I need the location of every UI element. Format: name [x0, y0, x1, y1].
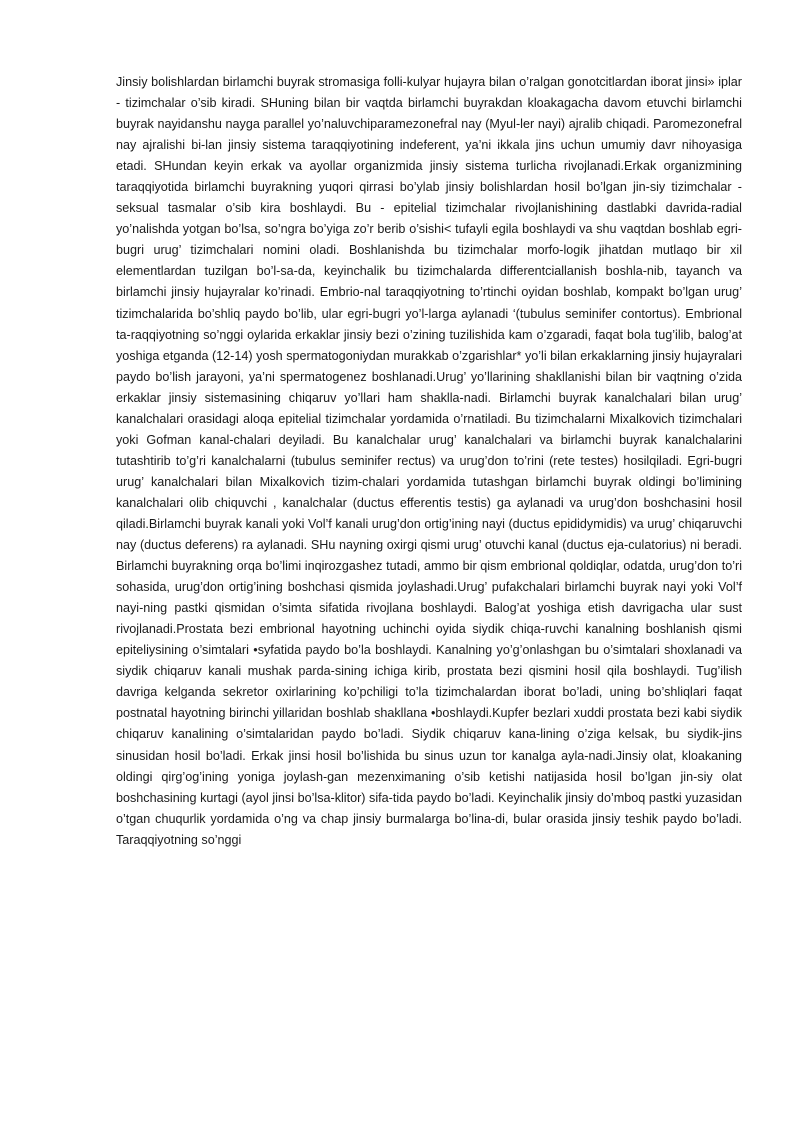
- document-page: [116, 72, 742, 851]
- body-paragraph: Jinsiy bolishlardan birlamchi buyrak stromasiga folli-kulyar hujayra bilan o’ralgan gonotcitlardan iborat jinsi» iplar - tizimchalar o’sib kiradi. SHuning bilan bir vaqtda birlamchi buyrakdan kloakagacha davom etuvchi birlamchi buyrak nayidanshu nayga parallel yo’naluvchiparamezonefral nay (Myul-ler nayi) ajralib chiqadi. Paromezonefral nay ajralishi bi-lan jinsiy sistema taraqqiyotining indeferent, ya’ni ikkala jins uchun umumiy davr nihoyasiga etadi. SHundan keyin erkak va ayollar organizmida jinsiy sistema turlicha rivojlanadi.Erkak organizmining taraqqiyotida birlamchi buyrakning yuqori qirrasi bo’ylab jinsiy bolishlardan hosil bo’lgan jin-siy tizimchalar - seksual tasmalar o’sib kira boshlaydi. Bu - epitelial tizimchalar rivojlanishining dastlabki davrida-radial yo’nalishda yotgan bo’lsa, so’ngra bo’yiga zo’r berib o’sishi< tufayli egila boshlaydi va shu vaqtdan boshlab egri-bugri urug’ tizimchalari nomini oladi. Boshlanishda bu tizimchalar morfo-logik jihatdan mutlaqo bir xil elementlardan tuzilgan bo’l-sa-da, keyinchalik bu tizimchalarda differentciallanish boshla-nib, tayanch va birlamchi jinsiy hujayralar ko’rinadi. Embrio-nal taraqqiyotning to’rtinchi oyidan boshlab, kompakt bo’lgan urug’ tizimchalarida bo’shliq paydo bo’lib, ular egri-bugri yo’l-larga aylanadi ‘(tubulus seminifer contortus). Embrional ta-raqqiyotning so’nggi oylarida erkaklar jinsiy bezi o’zining tuzilishida kam o’zgaradi, faqat bola tug’ilib, balog’at yoshiga etganda (12-14) yosh spermatogoniydan murakkab o’zgarishlar* yo’li bilan erkaklarning jinsiy hujayralari paydo bo’lish jarayoni, ya’ni spermatogenez boshlanadi.Urug’ yo’llarining shakllanishi bilan bir vaqtning o’zida erkaklar jinsiy sistemasining chiqaruv yo’llari ham shaklla-nadi. Birlamchi buyrak kanalchalari bilan urug’ kanalchalari orasidagi aloqa epitelial tizimchalar yordamida o’rnatiladi. Bu tizimchalarni Mixalkovich tizimchalari yoki Gofman kanal-chalari deyiladi. Bu kanalchalar urug’ kanalchalari va birlamchi buyrak kanalchalarini tutashtirib to’g’ri kanalchalarni (tubulus seminifer rectus) va urug’don to’rini (rete testes) hosilqiladi. Egri-bugri urug’ kanalchalari bilan Mixalkovich tizim-chalari yordamida tutashgan birlamchi buyrak oldingi bo’limining kanalchalari olib chiquvchi , kanalchalar (ductus efferentis testis) ga aylanadi va urug’don boshchasini hosil qiladi.Birlamchi buyrak kanali yoki Vol’f kanali urug’don ortig’ining nayi (ductus epididymidis) va urug’ chiqaruvchi nay (ductus deferens) ra aylanadi. SHu nayning oxirgi qismi urug’ otuvchi kanal (ductus eja-culatorius) ni beradi. Birlamchi buyrakning orqa bo’limi inqirozgashez tutadi, ammo bir qism embrional qoldiqlar, odatda, urug’don to’ri sohasida, urug’don ortig’ining boshchasi qismida joylashadi.Urug’ pufakchalari birlamchi buyrak nayi yoki Vol’f nayi-ning pastki qismidan o’simta sifatida rivojlana boshlaydi. Balog’at yoshiga etish davrigacha ular sust rivojlanadi.Prostata bezi embrional hayotning uchinchi oyida siydik chiqa-ruvchi kanalning boshlanish qismi epiteliysining o’simtalari •syfatida paydo bo’la boshlaydi. Kanalning yo’g’onlashgan bu o’simtalari shoxlanadi va siydik chiqaruv kanali mushak parda-sining ichiga kirib, prostata bezi qismini hosil qila boshlaydi. Tug’ilish davriga kelganda sekretor oxirlarining ko’pchiligi to’la tizimchalardan iborat bo’ladi, uning bo’shliqlari faqat postnatal hayotning birinchi yillaridan boshlab shakllana •boshlaydi.Kupfer bezlari xuddi prostata bezi kabi siydik chiqaruv kanalining o’simtalaridan paydo bo’ladi. Siydik chiqaruv kana-lining o’ziga kelsak, bu siydik-jins sinusidan hosil bo’ladi. Erkak jinsi hosil bo’lishida bu sinus uzun tor kanalga ayla-nadi.Jinsiy olat, kloakaning oldingi qirg’og’ining yoniga joylash-gan mezenximaning o’sib ketishi natijasida hosil bo’lgan jin-siy olat boshchasining kurtagi (ayol jinsi bo’lsa-klitor) sifa-tida paydo bo’ladi. Keyinchalik jinsiy do’mboq pastki yuzasidan o’tgan chuqurlik yordamida o’ng va chap jinsiy burmalarga bo’lina-di, bular orasida jinsiy teshik paydo bo’ladi. Taraqqiyotning so’nggi: [116, 75, 742, 847]
